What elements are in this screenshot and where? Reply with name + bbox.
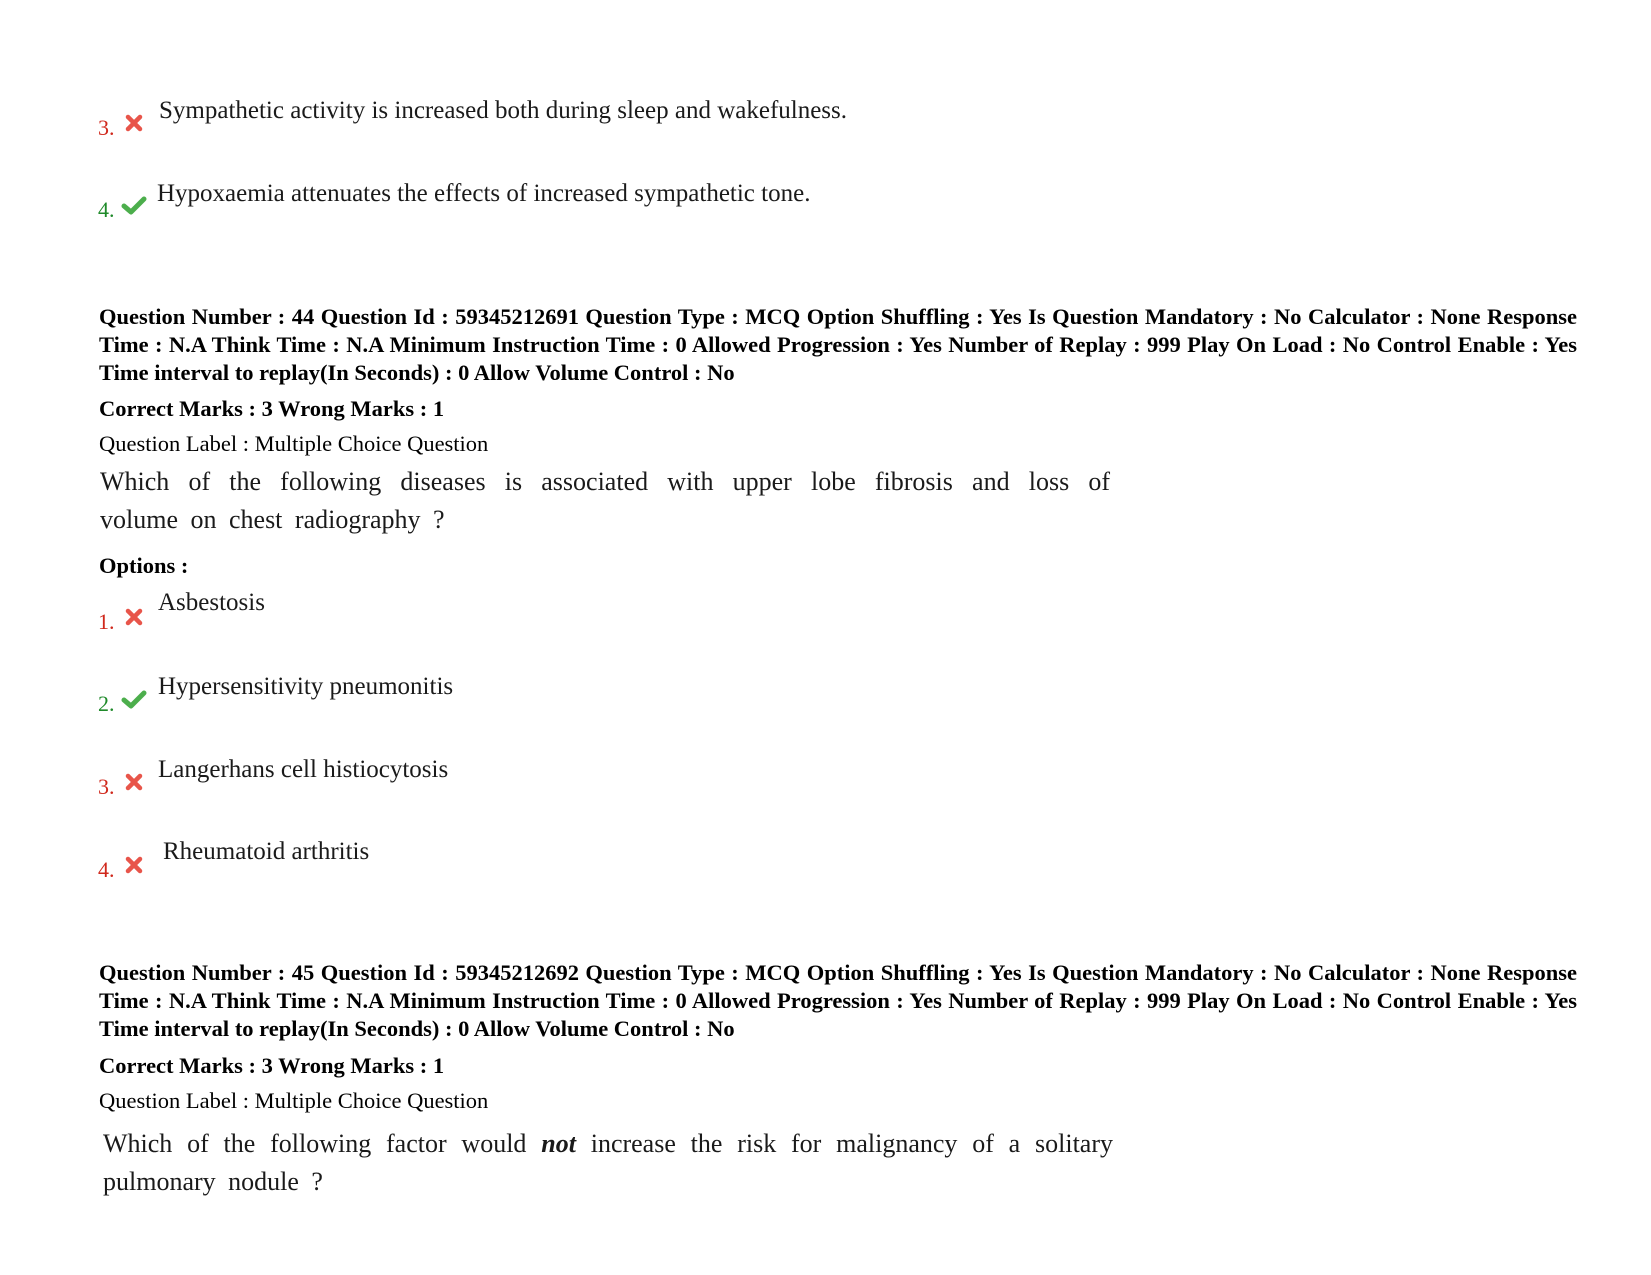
cross-icon <box>124 113 144 133</box>
cross-icon <box>124 607 144 627</box>
option-text: Asbestosis <box>158 589 265 616</box>
question-marks: Correct Marks : 3 Wrong Marks : 1 <box>99 1053 445 1078</box>
question-marks: Correct Marks : 3 Wrong Marks : 1 <box>99 396 445 421</box>
option-number: 4. <box>98 197 115 222</box>
question-label: Question Label : Multiple Choice Question <box>99 431 489 456</box>
cross-icon <box>124 855 144 875</box>
cross-icon <box>124 772 144 792</box>
question-text-emphasis: not <box>541 1129 576 1158</box>
option-number: 1. <box>98 609 115 634</box>
option-number: 3. <box>98 115 115 140</box>
option-text: Hypersensitivity pneumonitis <box>158 673 454 700</box>
question-metadata: Question Number : 45 Question Id : 59345212692 Question Type : MCQ Option Shuffling : Yes Is Question Mandatory : No Calculator : None Response Time : N.A Think Time : N.A Minimum Instruction Time : 0 Allowed Progression : Yes Number of Replay : 999 Play On Load : No Control Enable : Yes Time interval to replay(In Seconds) : 0 Allow Volume Control : No <box>99 960 1577 1041</box>
option-text: Hypoxaemia attenuates the effects of increased sympathetic tone. <box>157 180 811 207</box>
question-text-after: increase the risk for malignancy of a solitary pulmonary nodule ? <box>103 1129 1114 1196</box>
question-text: Which of the following diseases is associated with upper lobe fibrosis and loss of volume on chest radiography ? <box>100 467 1110 534</box>
check-icon <box>121 689 147 709</box>
question-text-before: Which of the following factor would <box>103 1129 542 1158</box>
option-text: Rheumatoid arthritis <box>163 838 370 865</box>
option-text: Langerhans cell histiocytosis <box>158 756 449 783</box>
check-icon <box>121 195 147 215</box>
option-number: 4. <box>98 857 115 882</box>
option-text: Sympathetic activity is increased both during sleep and wakefulness. <box>159 97 848 124</box>
question-metadata: Question Number : 44 Question Id : 59345212691 Question Type : MCQ Option Shuffling : Yes Is Question Mandatory : No Calculator : None Response Time : N.A Think Time : N.A Minimum Instruction Time : 0 Allowed Progression : Yes Number of Replay : 999 Play On Load : No Control Enable : Yes Time interval to replay(In Seconds) : 0 Allow Volume Control : No <box>99 304 1577 385</box>
question-text <box>103 1125 1113 1201</box>
option-number: 3. <box>98 774 115 799</box>
question-label: Question Label : Multiple Choice Question <box>99 1088 489 1113</box>
options-heading: Options : <box>99 553 189 578</box>
option-number: 2. <box>98 691 115 716</box>
